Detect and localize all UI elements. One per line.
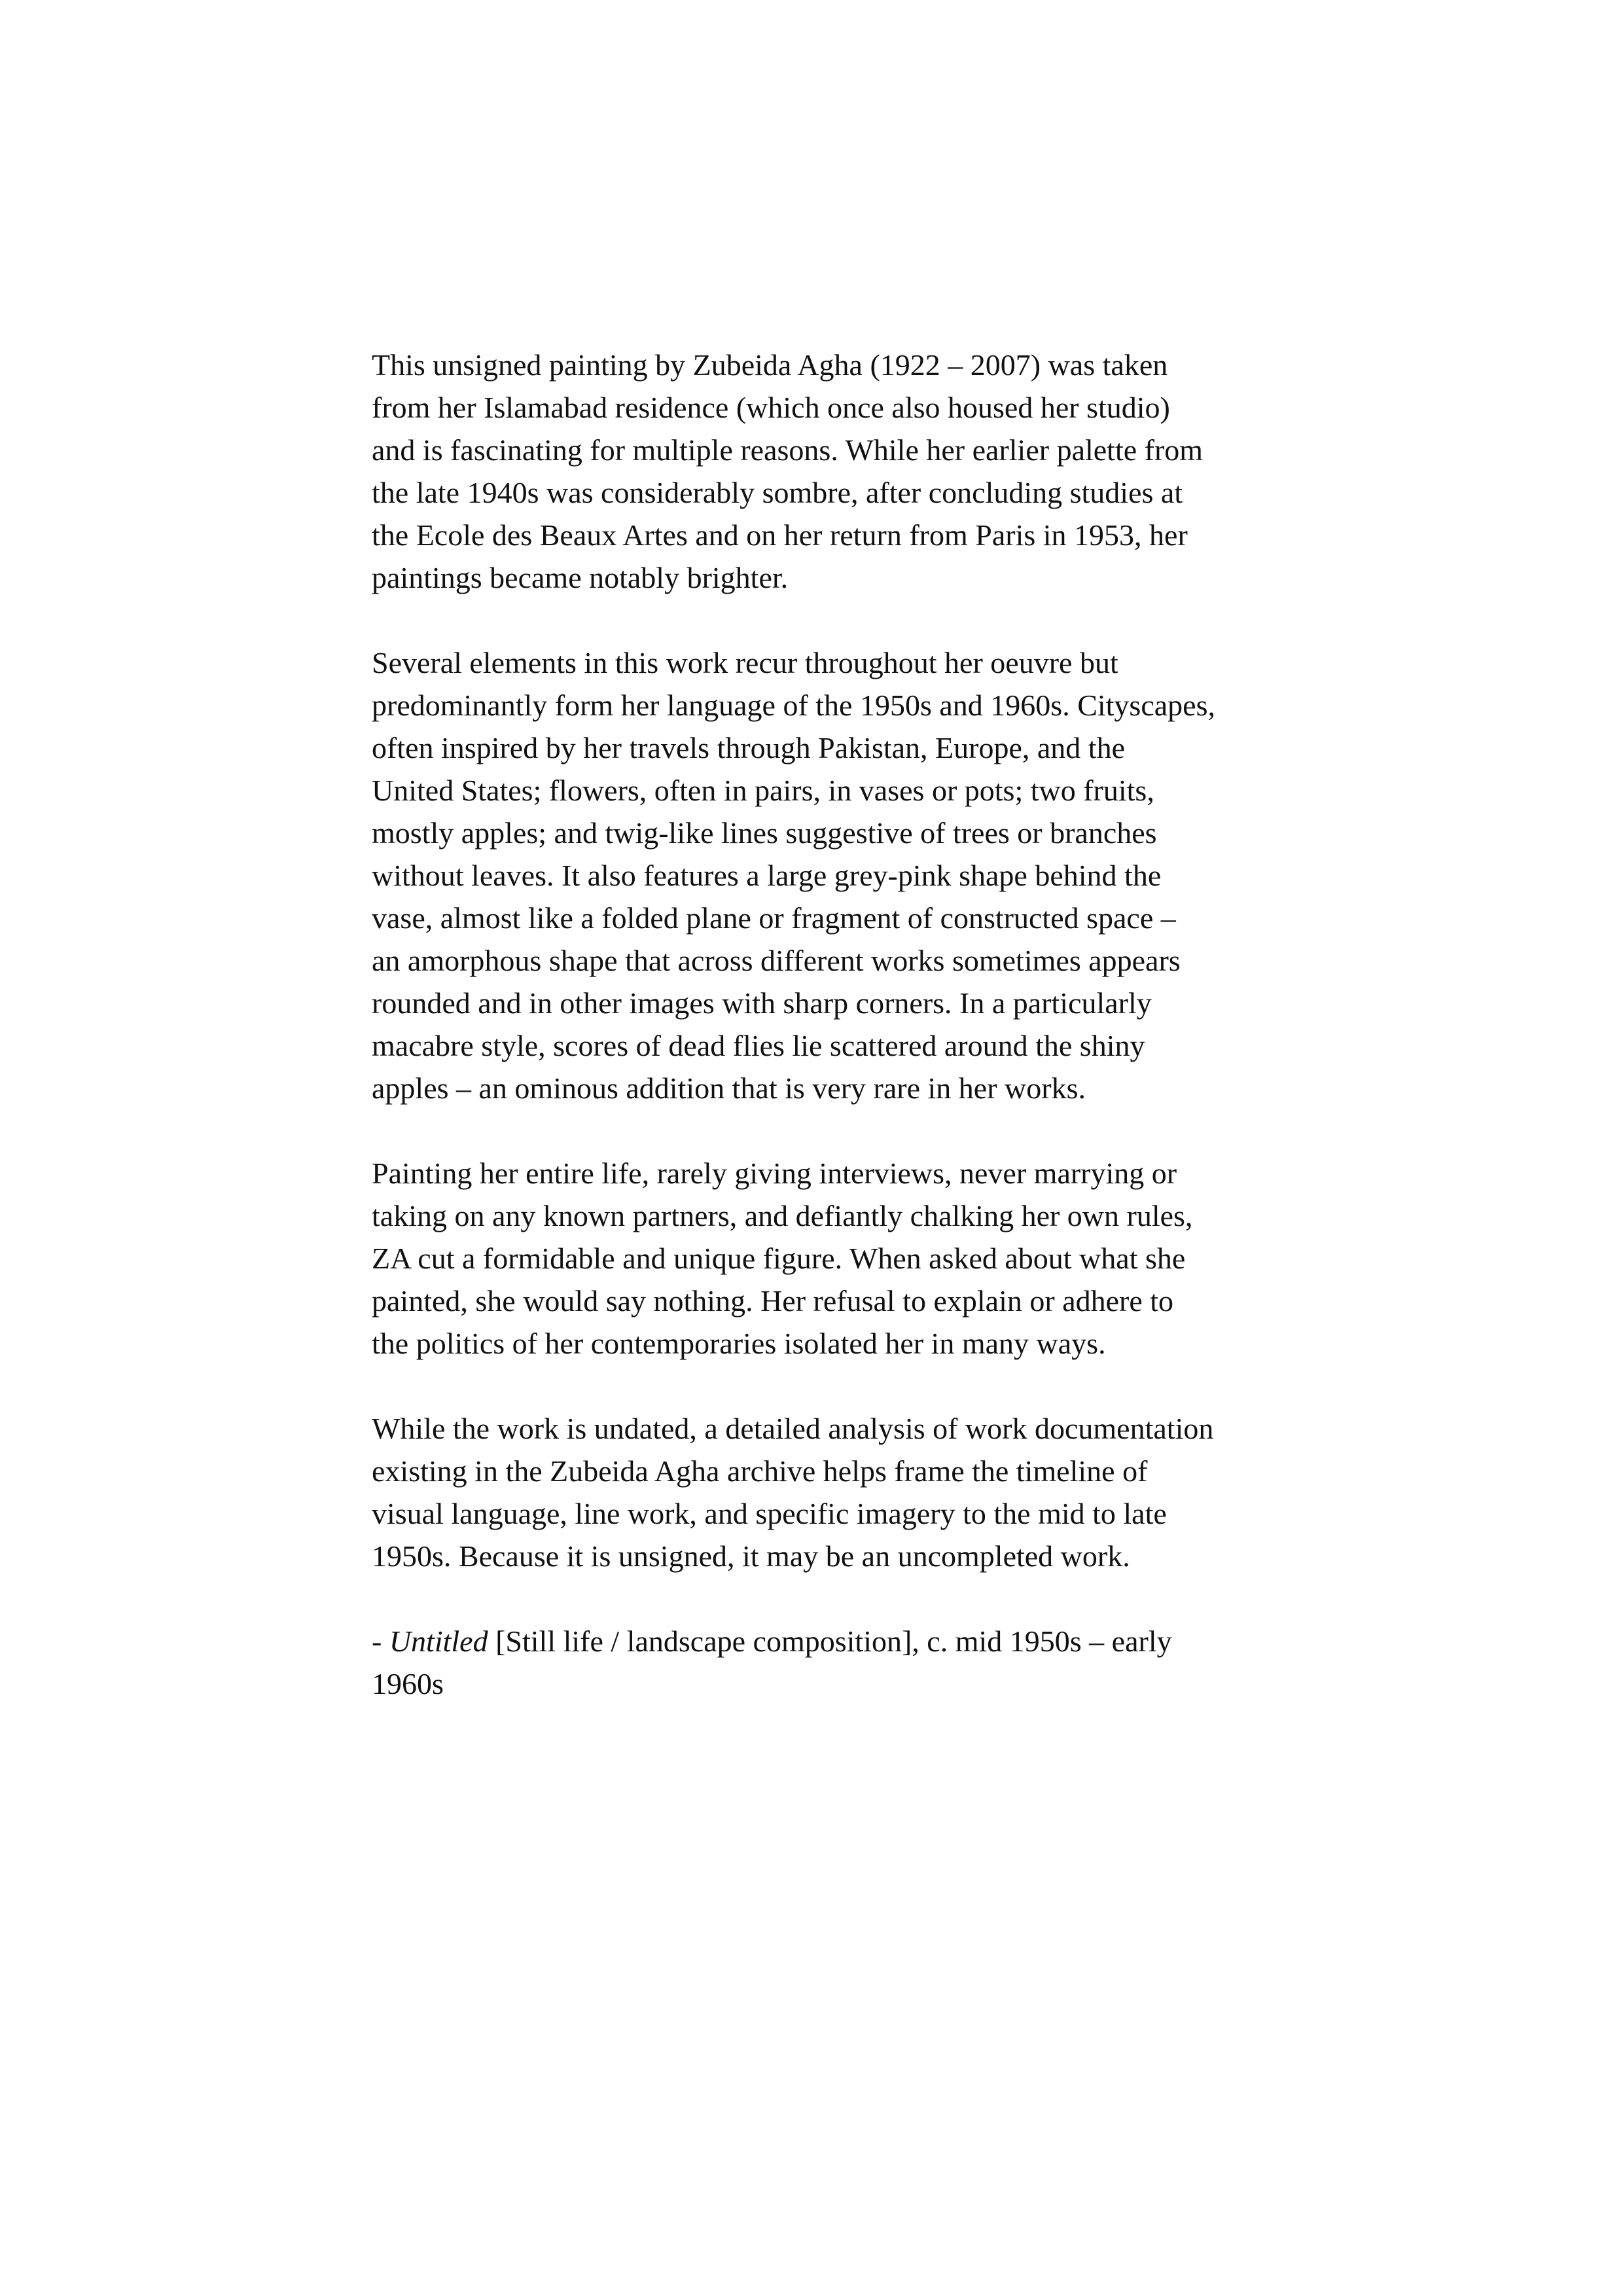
body-text xyxy=(372,344,1268,1705)
text-line: ZA cut a formidable and unique figure. When asked about what she xyxy=(372,1242,1186,1275)
text-line: the politics of her contemporaries isolated her in many ways. xyxy=(372,1327,1106,1360)
text-line: painted, she would say nothing. Her refusal to explain or adhere to xyxy=(372,1284,1174,1318)
text-line: paintings became notably brighter. xyxy=(372,561,789,594)
paragraph-3 xyxy=(372,1152,1268,1365)
paragraph-2 xyxy=(372,641,1268,1109)
text-line: This unsigned painting by Zubeida Agha (1922 – 2007) was taken xyxy=(372,348,1168,382)
text-line: Several elements in this work recur throughout her oeuvre but xyxy=(372,646,1118,679)
text-line: apples – an ominous addition that is very rare in her works. xyxy=(372,1071,1086,1105)
text-line: visual language, line work, and specific imagery to the mid to late xyxy=(372,1497,1167,1530)
text-line: 1950s. Because it is unsigned, it may be an uncompleted work. xyxy=(372,1539,1130,1573)
text-line: the Ecole des Beaux Artes and on her return from Paris in 1953, her xyxy=(372,518,1188,552)
caption-details: [Still life / landscape composition], c. mid 1950s – early xyxy=(488,1624,1172,1658)
text-line: rounded and in other images with sharp corners. In a particularly xyxy=(372,986,1152,1020)
text-line: mostly apples; and twig-like lines suggestive of trees or branches xyxy=(372,816,1157,850)
caption-line-1 xyxy=(372,1620,1268,1662)
text-line: While the work is undated, a detailed analysis of work documentation xyxy=(372,1412,1214,1445)
text-line: vase, almost like a folded plane or fragment of constructed space – xyxy=(372,901,1176,935)
text-line: the late 1940s was considerably sombre, after concluding studies at xyxy=(372,476,1183,509)
text-line: an amorphous shape that across different works sometimes appears xyxy=(372,944,1181,977)
text-line: often inspired by her travels through Pakistan, Europe, and the xyxy=(372,731,1125,764)
paragraph-4 xyxy=(372,1407,1268,1577)
text-line: without leaves. It also features a large grey-pink shape behind the xyxy=(372,859,1162,892)
text-line: existing in the Zubeida Agha archive helps frame the timeline of xyxy=(372,1454,1148,1488)
artwork-caption xyxy=(372,1620,1268,1705)
caption-line-2: 1960s xyxy=(372,1667,444,1700)
text-line: predominantly form her language of the 1950s and 1960s. Cityscapes, xyxy=(372,689,1215,722)
artwork-title: Untitled xyxy=(389,1624,488,1658)
text-line: and is fascinating for multiple reasons. While her earlier palette from xyxy=(372,433,1204,467)
text-line: United States; flowers, often in pairs, in vases or pots; two fruits, xyxy=(372,774,1154,807)
text-line: from her Islamabad residence (which once also housed her studio) xyxy=(372,391,1170,424)
caption-prefix: - xyxy=(372,1624,389,1658)
text-line: Painting her entire life, rarely giving interviews, never marrying or xyxy=(372,1157,1177,1190)
text-line: taking on any known partners, and defiantly chalking her own rules, xyxy=(372,1199,1193,1232)
paragraph-1 xyxy=(372,344,1268,599)
text-line: macabre style, scores of dead flies lie scattered around the shiny xyxy=(372,1029,1145,1062)
